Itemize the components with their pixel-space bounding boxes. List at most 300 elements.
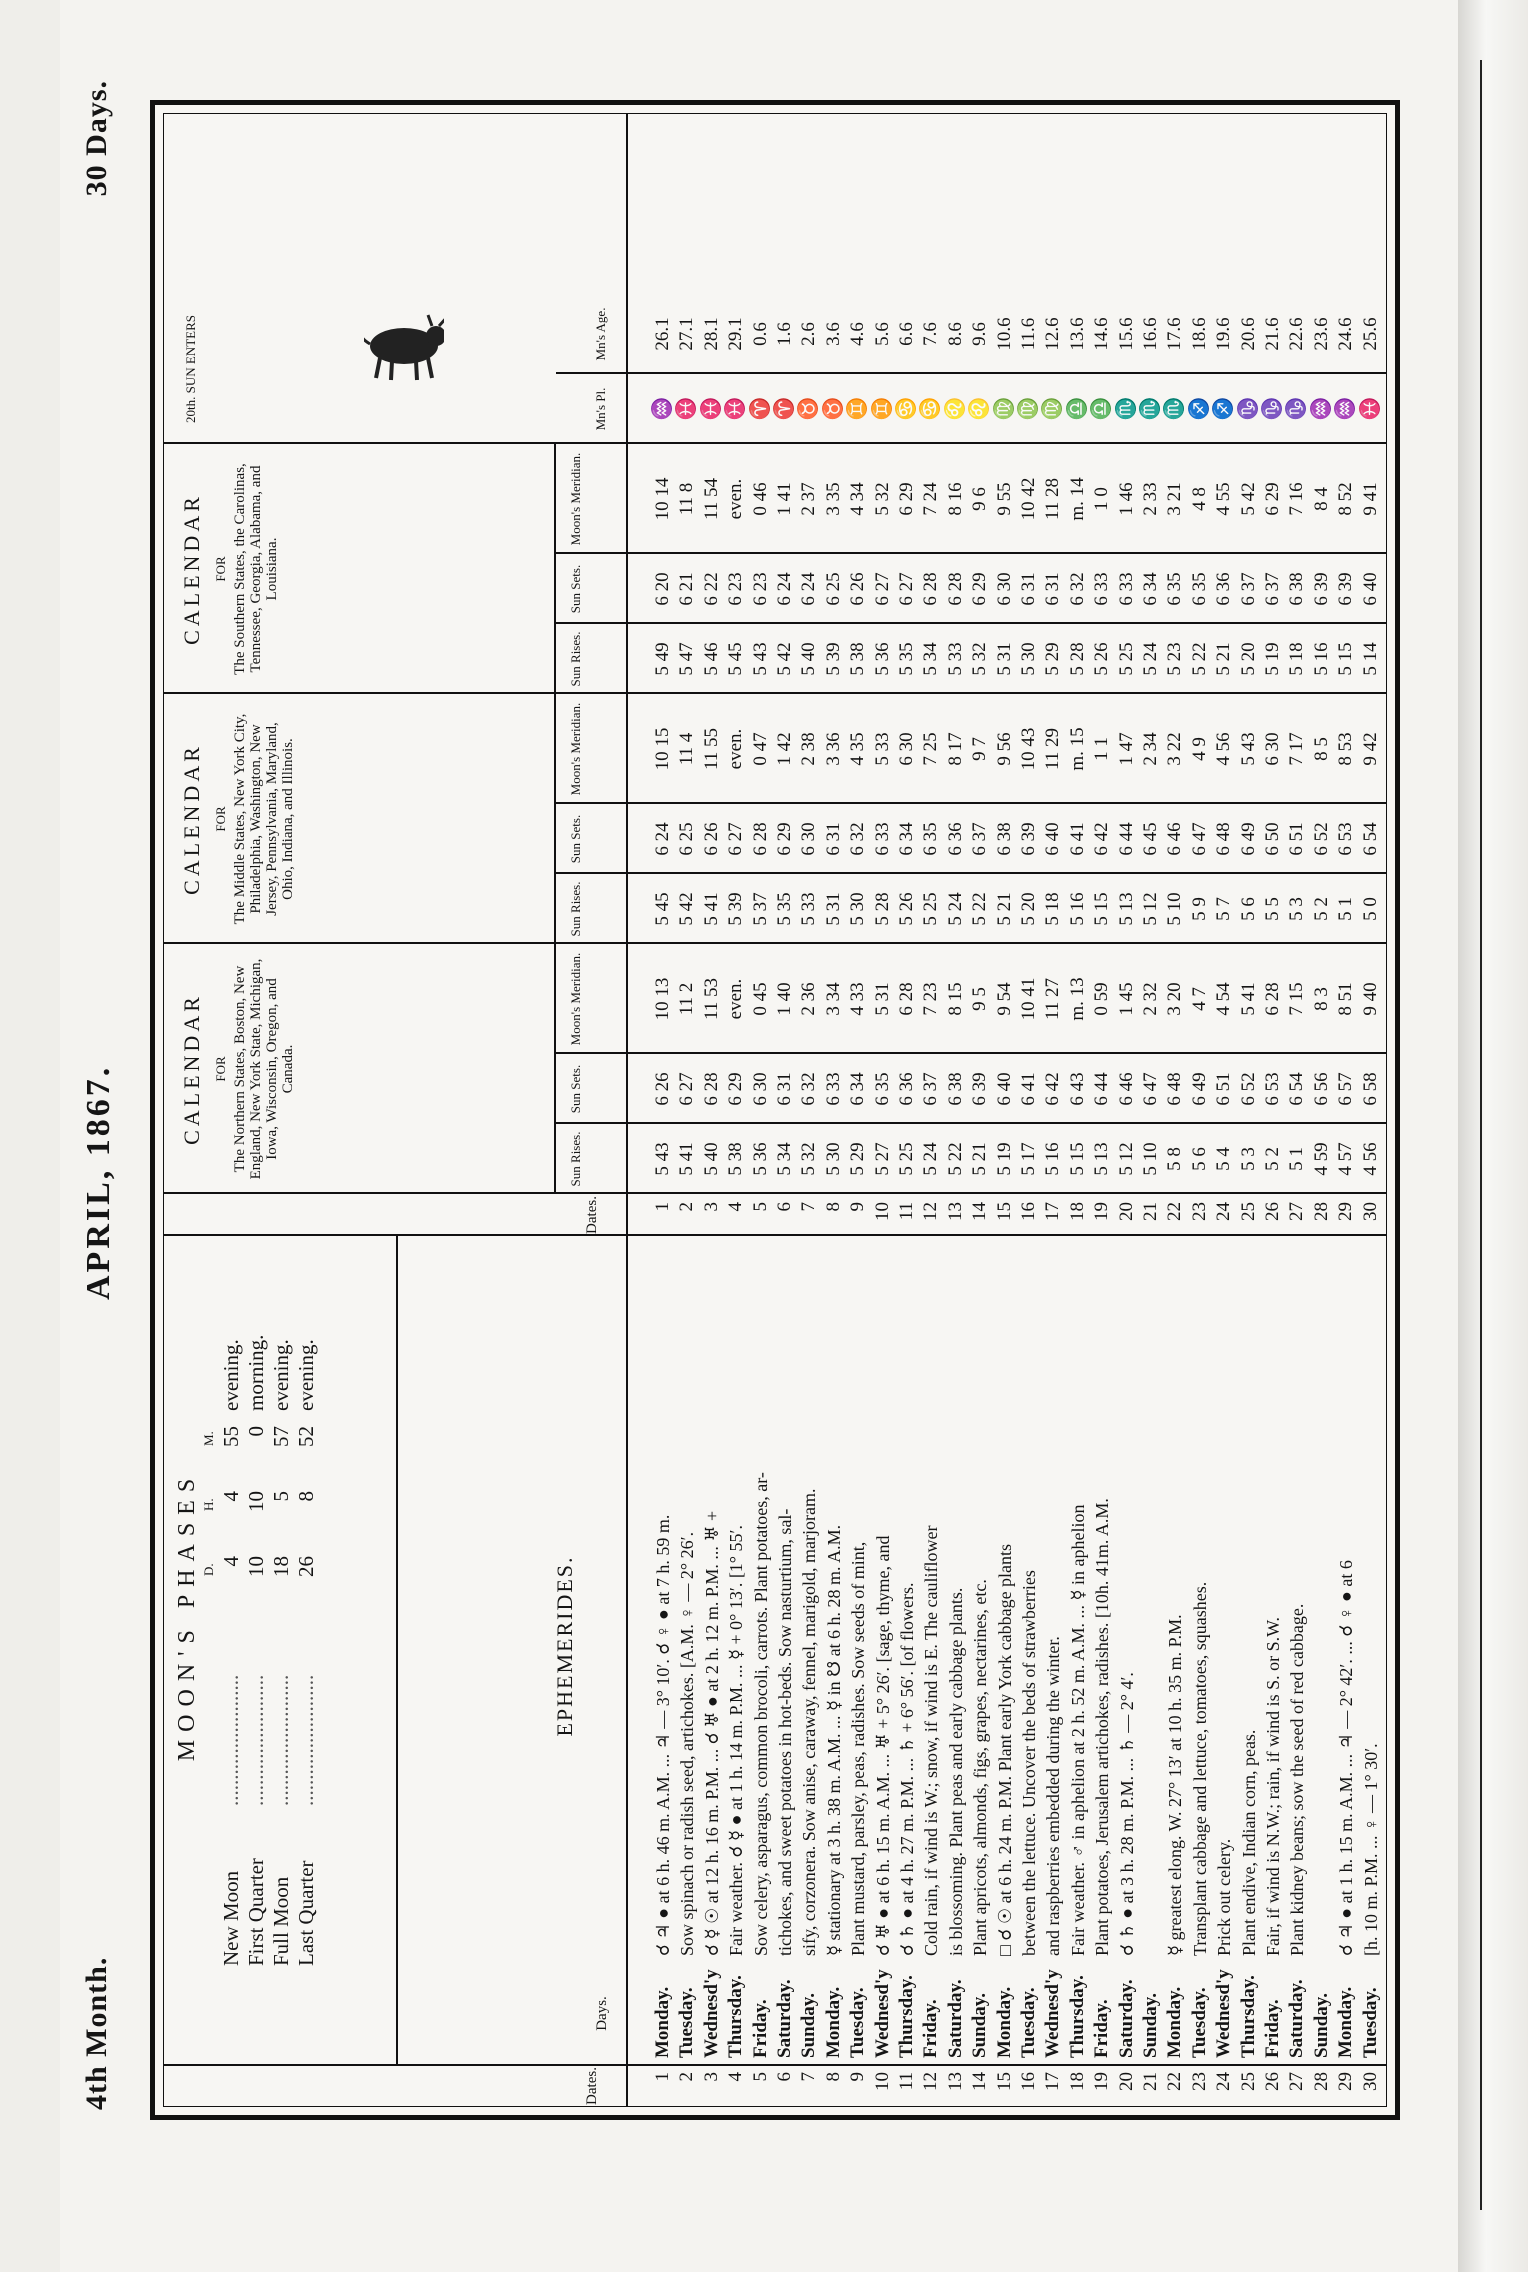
row-day: Monday. — [652, 1986, 673, 2058]
row-ephemeris: Plant mustard, parsley, peas, radishes. Sow seeds of mint, — [848, 1541, 869, 1956]
moons-age: 16.6 — [1140, 317, 1161, 351]
row-day: Saturday. — [944, 1979, 966, 2058]
sun-sets: 6 48 — [1164, 1072, 1186, 1106]
moon-meridian: 10 42 — [1018, 477, 1039, 521]
moons-age: 1.6 — [774, 322, 795, 346]
sun-rises: 4 59 — [1310, 1142, 1332, 1176]
sun-rises: 5 29 — [847, 1142, 869, 1176]
row-date: 28 — [1310, 2072, 1332, 2091]
row-day: Monday. — [993, 1986, 1015, 2058]
sun-rises: 5 21 — [1213, 642, 1235, 676]
sun-rises: 5 20 — [1018, 892, 1039, 926]
sun-rises: 5 33 — [944, 642, 966, 676]
row-date-repeat: 19 — [1091, 1202, 1113, 1221]
sun-rises: 4 57 — [1335, 1142, 1357, 1176]
row-day: Saturday. — [774, 1979, 795, 2058]
row-date-repeat: 9 — [847, 1202, 869, 1212]
table-row — [651, 114, 675, 2106]
row-day: Tuesday. — [676, 1987, 698, 2058]
calendar-title: CALENDAR — [179, 993, 204, 1145]
sun-sets: 6 25 — [676, 822, 698, 856]
sun-sets: 6 28 — [944, 572, 966, 606]
row-date: 29 — [1335, 2072, 1357, 2091]
moons-place: ♌ — [944, 397, 966, 421]
row-ephemeris: between the lettuce. Uncover the beds of strawberries — [1019, 1570, 1039, 1956]
row-date: 14 — [969, 2072, 991, 2091]
moons-place: ♉ — [798, 397, 820, 421]
calendar-for: FOR — [213, 1056, 228, 1082]
moons-place: ♊ — [847, 397, 869, 421]
sun-rises: 5 14 — [1359, 642, 1381, 676]
moon-meridian: 8 53 — [1335, 732, 1357, 766]
sun-rises: 5 10 — [1164, 892, 1186, 926]
table-row — [1139, 114, 1163, 2106]
sun-sets: 6 24 — [798, 572, 820, 606]
sun-rises: 5 19 — [993, 1142, 1015, 1176]
row-date-repeat: 18 — [1066, 1202, 1088, 1221]
moons-place: ♎ — [1066, 397, 1088, 421]
row-date: 21 — [1140, 2072, 1161, 2091]
sun-sets: 6 34 — [896, 822, 917, 856]
row-date: 24 — [1213, 2072, 1235, 2091]
moon-meridian: 4 55 — [1213, 482, 1235, 516]
moon-meridian: 5 33 — [871, 732, 893, 766]
sun-rises: 5 49 — [652, 642, 673, 676]
ephemerides-header: EPHEMERIDES. — [552, 1555, 577, 1737]
moon-meridian: 7 25 — [920, 732, 942, 766]
sun-rises: 5 5 — [1262, 897, 1283, 921]
row-day: Sunday. — [1310, 1993, 1332, 2058]
sun-rises: 5 31 — [993, 642, 1015, 676]
row-ephemeris: ☌ ☿ ☉ at 12 h. 16 m. P.M. ... ☌ ♅ ● at 2 h. 12 m. P.M. ... ♅ + — [701, 1510, 722, 1956]
table-row — [993, 114, 1017, 2106]
sun-sets: 6 34 — [847, 1072, 869, 1106]
moons-place: ♓ — [1359, 397, 1381, 421]
phase-row — [269, 1306, 294, 1966]
moons-place: ♈ — [774, 397, 795, 421]
moons-place: ♓ — [700, 397, 722, 421]
sun-sets: 6 37 — [969, 822, 991, 856]
sun-sets: 6 22 — [700, 572, 722, 606]
sun-sets: 6 37 — [1262, 572, 1283, 606]
row-day: Tuesday. — [1018, 1987, 1039, 2058]
sun-rises: 5 30 — [822, 1142, 844, 1176]
sun-rises: 5 3 — [1237, 1147, 1259, 1171]
phase-minute: 0 — [244, 1426, 268, 1437]
moon-meridian: 6 30 — [1262, 732, 1283, 766]
sun-sets: 6 56 — [1310, 1072, 1332, 1106]
row-date: 27 — [1286, 2072, 1308, 2091]
row-ephemeris: ☿ stationary at 3 h. 38 m. A.M. ... ☿ in ☋ at 6 h. 28 m. A.M. — [823, 1524, 844, 1956]
sun-sets: 6 26 — [700, 822, 722, 856]
sun-rises: 5 4 — [1213, 1147, 1235, 1171]
row-ephemeris: Cold rain, if wind is W.; snow, if wind is E. The cauliflower — [921, 1525, 942, 1956]
phase-name: First Quarter — [244, 1858, 268, 1966]
table-row — [675, 114, 699, 2106]
phase-row — [294, 1306, 319, 1966]
sun-rises: 5 18 — [1286, 642, 1308, 676]
sun-rises: 5 21 — [993, 892, 1015, 926]
row-day: Thursday. — [1237, 1975, 1259, 2058]
calendar-for: FOR — [213, 556, 228, 582]
moon-meridian: m. 15 — [1066, 727, 1088, 771]
sun-rises: 5 2 — [1310, 897, 1332, 921]
sun-sets: 6 44 — [1091, 1072, 1113, 1106]
sun-sets: 6 50 — [1262, 822, 1283, 856]
table-row — [846, 114, 870, 2106]
sun-rises: 5 28 — [1066, 642, 1088, 676]
row-ephemeris: and raspberries embedded during the winter. — [1043, 1636, 1064, 1956]
row-ephemeris: Prick out celery. — [1214, 1838, 1235, 1956]
sun-rises: 5 37 — [749, 892, 771, 926]
sun-sets: 6 53 — [1262, 1072, 1283, 1106]
sun-sets-header: Sun Sets. — [568, 1064, 583, 1114]
row-date: 15 — [993, 2072, 1015, 2091]
moon-meridian: 0 45 — [749, 982, 771, 1016]
moon-meridian: 6 29 — [896, 482, 917, 516]
sun-sets: 6 31 — [822, 822, 844, 856]
sun-rises: 5 30 — [847, 892, 869, 926]
phase-row — [244, 1306, 269, 1966]
sun-sets: 6 33 — [1115, 572, 1137, 606]
sun-rises: 5 33 — [798, 892, 820, 926]
moon-phases — [174, 1306, 319, 1966]
row-date: 12 — [920, 2072, 942, 2091]
row-day: Friday. — [1091, 1999, 1113, 2058]
moons-age: 28.1 — [700, 317, 722, 351]
sun-rises: 4 56 — [1359, 1142, 1381, 1176]
sun-sets: 6 38 — [1286, 572, 1308, 606]
moons-place: ♑ — [1286, 397, 1308, 421]
moons-age: 24.6 — [1335, 317, 1357, 351]
row-date-repeat: 14 — [969, 1202, 991, 1221]
cal-subheader-rule — [554, 444, 556, 1194]
moon-meridian: 1 41 — [774, 482, 795, 516]
moon-meridian: 4 35 — [847, 732, 869, 766]
row-date-repeat: 26 — [1262, 1202, 1283, 1221]
moon-meridian: 11 2 — [676, 982, 698, 1016]
phase-name: Full Moon — [269, 1876, 293, 1966]
moon-meridian: 2 33 — [1140, 482, 1161, 516]
row-day: Wednesd'y — [700, 1969, 722, 2058]
sun-sets: 6 35 — [871, 1072, 893, 1106]
sun-sets: 6 35 — [1164, 572, 1186, 606]
phase-row — [219, 1306, 244, 1966]
moon-meridian: 10 43 — [1018, 727, 1039, 771]
table-row — [1359, 114, 1383, 2106]
phase-dots: ......................... — [294, 1674, 318, 1806]
row-day: Friday. — [1262, 1999, 1283, 2058]
moons-age: 14.6 — [1091, 317, 1113, 351]
moons-age: 6.6 — [896, 322, 917, 346]
sun-sets: 6 46 — [1115, 1072, 1137, 1106]
moon-meridian: 1 40 — [774, 982, 795, 1016]
sun-rises: 5 13 — [1115, 892, 1137, 926]
row-date-repeat: 12 — [920, 1202, 942, 1221]
sun-rises: 5 2 — [1262, 1147, 1283, 1171]
moons-age: 5.6 — [871, 322, 893, 346]
moon-meridian: 3 35 — [822, 482, 844, 516]
row-ephemeris: Fair weather. ☌ ☿ ● at 1 h. 14 m. P.M. ... ☿ + 0° 13′. [1° 55′. — [726, 1525, 747, 1956]
sun-rises: 5 36 — [871, 642, 893, 676]
row-date-repeat: 8 — [822, 1202, 844, 1212]
row-date: 19 — [1091, 2072, 1113, 2091]
calendar-region: The Middle States, New York City, Philadelphia, Washington, New Jersey, Pennsylvania, Maryland, Ohio, Indiana, and Illinois. — [232, 713, 296, 925]
sun-sets: 6 28 — [700, 1072, 722, 1106]
table-row — [1212, 114, 1236, 2106]
table-row — [773, 114, 797, 2106]
sun-rises: 5 24 — [920, 1142, 942, 1176]
phase-minute: 55 — [219, 1426, 243, 1447]
row-ephemeris: Plant potatoes, Jerusalem artichokes, radishes. [10h. 41m. A.M. — [1092, 1498, 1113, 1956]
row-date: 6 — [774, 2072, 795, 2082]
row-date: 8 — [822, 2072, 844, 2082]
moon-meridian: 1 47 — [1115, 732, 1137, 766]
moon-meridian: 9 42 — [1359, 732, 1381, 766]
sun-rises: 5 30 — [1018, 642, 1039, 676]
row-date: 18 — [1066, 2072, 1088, 2091]
table-row — [1041, 114, 1065, 2106]
sun-sets: 6 26 — [652, 1072, 673, 1106]
moon-meridian: 11 8 — [676, 482, 698, 516]
sun-rises: 5 1 — [1335, 897, 1357, 921]
sun-sets: 6 24 — [774, 572, 795, 606]
sun-rises: 5 22 — [969, 892, 991, 926]
book-gutter — [1458, 0, 1528, 2272]
sun-sets: 6 29 — [725, 1072, 747, 1106]
moon-meridian: 5 43 — [1237, 732, 1259, 766]
row-date: 3 — [700, 2072, 722, 2082]
phase-name: Last Quarter — [294, 1860, 318, 1966]
moons-place: ♏ — [1140, 397, 1161, 421]
moon-meridian: 10 14 — [652, 477, 673, 521]
sun-rises: 5 39 — [725, 892, 747, 926]
row-date-repeat: 25 — [1237, 1202, 1259, 1221]
moons-place: ♍ — [993, 397, 1015, 421]
sun-rises: 5 25 — [896, 1142, 917, 1176]
moons-age: 13.6 — [1066, 317, 1088, 351]
phase-when: morning. — [244, 1334, 268, 1411]
sun-sets: 6 36 — [1213, 572, 1235, 606]
phase-when: evening. — [294, 1339, 318, 1411]
sun-rises: 5 43 — [749, 642, 771, 676]
sun-sets: 6 27 — [725, 822, 747, 856]
moon-meridian: 3 22 — [1164, 732, 1186, 766]
row-day: Sunday. — [1140, 1993, 1161, 2058]
sun-sets: 6 35 — [920, 822, 942, 856]
moons-place: ♓ — [725, 397, 747, 421]
row-date-repeat: 29 — [1335, 1202, 1357, 1221]
sun-sets: 6 39 — [1335, 572, 1357, 606]
row-date: 4 — [725, 2072, 747, 2082]
sun-rises: 5 7 — [1213, 897, 1235, 921]
moon-meridian: 2 38 — [798, 732, 820, 766]
table-row — [919, 114, 943, 2106]
moon-meridian: 8 3 — [1310, 987, 1332, 1011]
moon-meridian: 10 41 — [1018, 977, 1039, 1021]
sun-rises: 5 13 — [1091, 1142, 1113, 1176]
moon-meridian: m. 14 — [1066, 477, 1088, 521]
sun-sets: 6 27 — [676, 1072, 698, 1106]
table-row — [944, 114, 968, 2106]
sun-rises: 5 38 — [725, 1142, 747, 1176]
moon-meridian: 8 51 — [1335, 982, 1357, 1016]
row-date: 26 — [1262, 2072, 1283, 2091]
days-header: Days. — [594, 1996, 610, 2031]
sun-rises: 5 15 — [1335, 642, 1357, 676]
row-ephemeris: ☌ ♃ ● at 1 h. 15 m. A.M. ... ♃ — 2° 42′. ... ☌ ♀ ● at 6 — [1336, 1560, 1357, 1956]
row-day: Sunday. — [969, 1993, 991, 2058]
sun-sets: 6 44 — [1115, 822, 1137, 856]
moons-place-header: Mn's Pl. — [593, 387, 608, 431]
sun-rises: 5 10 — [1140, 1142, 1161, 1176]
phase-name: New Moon — [219, 1870, 243, 1966]
moon-meridian: 11 27 — [1042, 977, 1064, 1021]
moon-meridian: 9 40 — [1359, 982, 1381, 1016]
phases-title: MOON'S PHASES — [174, 1470, 200, 1762]
row-date: 11 — [896, 2072, 917, 2091]
sun-rises: 5 8 — [1164, 1147, 1186, 1171]
sun-sets: 6 39 — [969, 1072, 991, 1106]
sun-rises: 5 42 — [676, 892, 698, 926]
phase-day: 10 — [244, 1556, 268, 1577]
moons-place: ♓ — [676, 397, 698, 421]
row-ephemeris: sify, corzonera. Sow anise, caraway, fennel, marigold, marjoram. — [799, 1488, 820, 1956]
sun-sets: 6 42 — [1042, 1072, 1064, 1106]
sun-rises: 5 35 — [774, 892, 795, 926]
row-date-repeat: 21 — [1140, 1202, 1161, 1221]
sun-sets: 6 53 — [1335, 822, 1357, 856]
row-day: Thursday. — [1066, 1975, 1088, 2058]
moon-meridian: 1 1 — [1091, 737, 1113, 761]
table-row — [1115, 114, 1139, 2106]
moons-age: 10.6 — [993, 317, 1015, 351]
sun-sets: 6 47 — [1140, 1072, 1161, 1106]
moon-meridian: 8 17 — [944, 732, 966, 766]
moons-age: 27.1 — [676, 317, 698, 351]
sun-sets: 6 52 — [1310, 822, 1332, 856]
moon-meridian: 4 9 — [1188, 737, 1210, 761]
sun-sets: 6 40 — [993, 1072, 1015, 1106]
almanac-table — [164, 114, 1386, 2106]
row-day: Monday. — [1335, 1986, 1357, 2058]
sun-sets: 6 38 — [944, 1072, 966, 1106]
row-ephemeris: Fair weather. ♂ in aphelion at 2 h. 52 m. A.M. ... ☿ in aphelion — [1067, 1504, 1088, 1956]
sun-sets: 6 26 — [847, 572, 869, 606]
moon-meridian: m. 13 — [1066, 977, 1088, 1021]
row-ephemeris: Fair, if wind is N.W.; rain, if wind is S. or S.W. — [1263, 1617, 1283, 1956]
sun-rises: 5 23 — [1164, 642, 1186, 676]
moon-meridian: 8 5 — [1310, 737, 1332, 761]
moon-meridian: 7 23 — [920, 982, 942, 1016]
moons-place: ♋ — [896, 397, 917, 421]
moon-meridian: 4 7 — [1188, 987, 1210, 1011]
moons-age: 2.6 — [798, 322, 820, 346]
sun-rises: 5 25 — [1115, 642, 1137, 676]
moons-age: 7.6 — [920, 322, 942, 346]
moon-meridian: 2 32 — [1140, 982, 1161, 1016]
moon-meridian: 1 46 — [1115, 482, 1137, 516]
row-ephemeris: Plant kidney beans; sow the seed of red cabbage. — [1287, 1603, 1308, 1956]
moon-meridian: 8 16 — [944, 482, 966, 516]
moon-meridian: 0 47 — [749, 732, 771, 766]
row-date-repeat: 17 — [1042, 1202, 1064, 1221]
moons-age: 8.6 — [944, 322, 966, 346]
place-age-rule — [556, 373, 1386, 375]
row-date-repeat: 20 — [1115, 1202, 1137, 1221]
header-rule — [626, 114, 628, 2106]
sun-sets: 6 33 — [822, 1072, 844, 1106]
moon-meridian: 4 54 — [1213, 982, 1235, 1016]
sun-sets: 6 38 — [993, 822, 1015, 856]
sun-rises: 5 26 — [1091, 642, 1113, 676]
sun-rises: 5 34 — [920, 642, 942, 676]
sun-sets: 6 43 — [1066, 1072, 1088, 1106]
moon-meridian: 11 28 — [1042, 477, 1064, 521]
moon-meridian: 7 16 — [1286, 482, 1308, 516]
phase-day: 18 — [269, 1556, 293, 1577]
sun-sets: 6 25 — [822, 572, 844, 606]
sun-rises: 5 40 — [798, 642, 820, 676]
row-ephemeris: Sow spinach or radish seed, artichokes. [A.M. ♀ — 2° 26′. — [677, 1531, 698, 1956]
row-date-repeat: 3 — [700, 1202, 722, 1212]
moon-meridian: 11 29 — [1042, 727, 1064, 771]
moons-place: ♒ — [1310, 397, 1332, 421]
sun-sets: 6 49 — [1237, 822, 1259, 856]
sun-sets: 6 40 — [1042, 822, 1064, 856]
sun-sets: 6 51 — [1286, 822, 1308, 856]
row-date-repeat: 6 — [774, 1202, 795, 1212]
row-date: 22 — [1164, 2072, 1186, 2091]
phase-rows — [219, 1306, 319, 1966]
moon-meridian: 11 55 — [700, 727, 722, 771]
sun-sets: 6 39 — [1018, 822, 1039, 856]
sun-rises: 5 21 — [969, 1142, 991, 1176]
row-ephemeris: ☌ ♄ ● at 3 h. 28 m. P.M. ... ♄ — 2° 4′. — [1116, 1672, 1137, 1956]
moons-age: 25.6 — [1359, 317, 1381, 351]
row-ephemeris: ☌ ♅ ● at 6 h. 15 m. A.M. ... ♅ + 5° 26′. [sage, thyme, and — [872, 1535, 893, 1956]
table-row — [700, 114, 724, 2106]
table-row — [1066, 114, 1090, 2106]
row-day: Sunday. — [798, 1993, 820, 2058]
table-row — [1261, 114, 1285, 2106]
table-row — [749, 114, 773, 2106]
table-row — [724, 114, 748, 2106]
sun-sets: 6 45 — [1140, 822, 1161, 856]
table-inner-frame — [163, 113, 1387, 2107]
moon-meridian: 5 41 — [1237, 982, 1259, 1016]
row-date: 16 — [1018, 2072, 1039, 2091]
row-date-repeat: 24 — [1213, 1202, 1235, 1221]
sun-rises: 5 12 — [1115, 1142, 1137, 1176]
sun-sets: 6 24 — [652, 822, 673, 856]
sun-sets: 6 29 — [774, 822, 795, 856]
moon-meridian-header: Moon's Meridian. — [568, 702, 583, 796]
sun-rises: 5 22 — [1188, 642, 1210, 676]
sun-sets: 6 49 — [1188, 1072, 1210, 1106]
row-ephemeris: Sow celery, asparagus, common brocoli, carrots. Plant potatoes, ar- — [750, 1472, 771, 1956]
table-row — [797, 114, 821, 2106]
sun-rises: 5 47 — [676, 642, 698, 676]
moon-meridian: 7 15 — [1286, 982, 1308, 1016]
row-date-repeat: 27 — [1286, 1202, 1308, 1221]
sun-rises: 5 45 — [725, 642, 747, 676]
sun-sets: 6 20 — [652, 572, 673, 606]
sun-sets: 6 23 — [725, 572, 747, 606]
sun-sets: 6 31 — [1042, 572, 1064, 606]
unit-d: D. — [201, 1563, 216, 1576]
moon-meridian: 1 45 — [1115, 982, 1137, 1016]
